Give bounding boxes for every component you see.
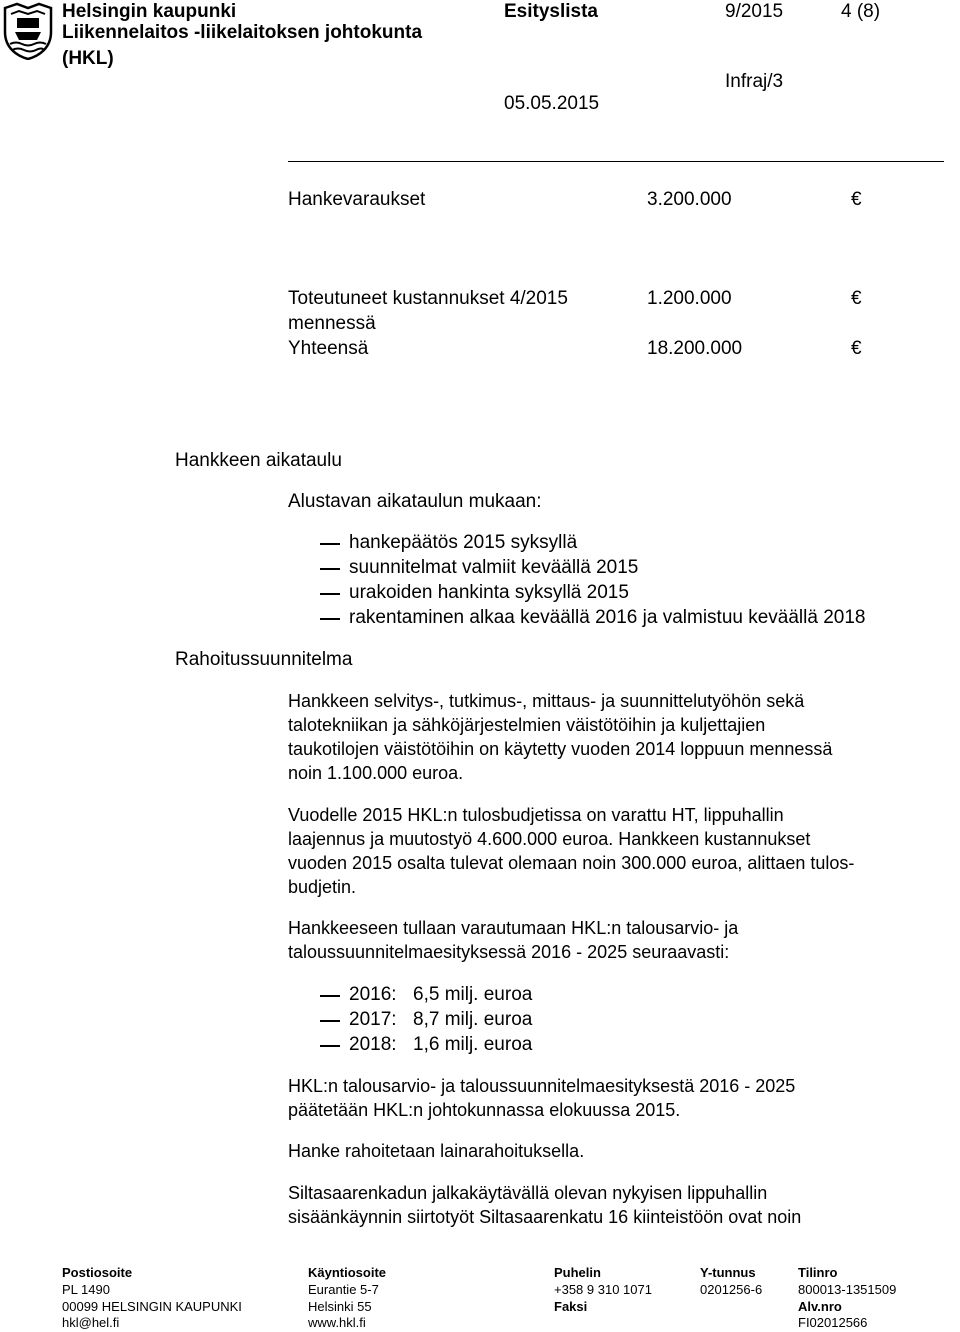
dash-bullet-icon <box>320 995 340 997</box>
financing-paragraph-line: Hankkeen selvitys-, tutkimus-, mittaus- ja suunnittelutyöhön sekä <box>288 691 805 711</box>
doc-number: 9/2015 <box>725 1 784 22</box>
footer-label: Käyntiosoite <box>308 1265 387 1280</box>
financing-paragraph-line: Vuodelle 2015 HKL:n tulosbudjetissa on varattu HT, lippuhallin <box>288 805 784 825</box>
dash-bullet-icon <box>320 1020 340 1022</box>
dash-bullet-icon <box>320 593 340 595</box>
footer-value: 00099 HELSINGIN KAUPUNKI <box>62 1299 242 1314</box>
header-rule <box>288 161 944 162</box>
budget-year: 2017: <box>349 1009 397 1030</box>
financing-paragraph-line: Hankkeeseen tullaan varautumaan HKL:n talousarvio- ja <box>288 918 739 938</box>
footer-website[interactable]: www.hkl.fi <box>308 1315 366 1330</box>
schedule-item: suunnitelmat valmiit keväällä 2015 <box>349 557 639 578</box>
cost-label-total: Yhteensä <box>288 338 369 359</box>
footer-value: +358 9 310 1071 <box>554 1282 652 1297</box>
schedule-heading: Hankkeen aikataulu <box>175 450 342 471</box>
euro-icon: € <box>851 338 862 359</box>
footer-value: PL 1490 <box>62 1282 110 1297</box>
footer-value: Eurantie 5-7 <box>308 1282 379 1297</box>
agenda-ref: Infraj/3 <box>725 71 784 92</box>
financing-paragraph-line: Hanke rahoitetaan lainarahoituksella. <box>288 1141 585 1161</box>
schedule-item: rakentaminen alkaa keväällä 2016 ja valmistuu keväällä 2018 <box>349 607 866 628</box>
doc-type: Esityslista <box>504 1 598 22</box>
dash-bullet-icon <box>320 568 340 570</box>
cost-label-reserves: Hankevaraukset <box>288 189 426 210</box>
budget-amount: 6,5 milj. euroa <box>413 984 533 1005</box>
footer-label: Y-tunnus <box>700 1265 756 1280</box>
doc-date: 05.05.2015 <box>504 93 600 114</box>
footer-value: 800013-1351509 <box>798 1282 897 1297</box>
footer-value: FI02012566 <box>798 1315 868 1330</box>
footer-email[interactable]: hkl@hel.fi <box>62 1315 120 1330</box>
budget-year: 2018: <box>349 1034 397 1055</box>
budget-amount: 8,7 milj. euroa <box>413 1009 533 1030</box>
cost-value-reserves: 3.200.000 <box>647 189 732 210</box>
financing-heading: Rahoitussuunnitelma <box>175 649 353 670</box>
budget-year: 2016: <box>349 984 397 1005</box>
financing-paragraph-line: talotekniikan ja sähköjärjestelmien väistötöihin ja kuljettajien <box>288 715 766 735</box>
footer-label: Alv.nro <box>798 1299 842 1314</box>
financing-paragraph-line: budjetin. <box>288 877 357 897</box>
financing-paragraph-line: Siltasaarenkadun jalkakäytävällä olevan nykyisen lippuhallin <box>288 1183 768 1203</box>
dash-bullet-icon <box>320 618 340 620</box>
euro-icon: € <box>851 288 862 309</box>
cost-label-realized: Toteutuneet kustannukset 4/2015 <box>288 288 568 309</box>
financing-paragraph-line: päätetään HKL:n johtokunnassa elokuussa 2015. <box>288 1100 681 1120</box>
euro-icon: € <box>851 189 862 210</box>
footer-label: Tilinro <box>798 1265 838 1280</box>
dash-bullet-icon <box>320 1045 340 1047</box>
cost-value-realized: 1.200.000 <box>647 288 732 309</box>
dash-bullet-icon <box>320 543 340 545</box>
footer-value: Helsinki 55 <box>308 1299 372 1314</box>
schedule-item: hankepäätös 2015 syksyllä <box>349 532 578 553</box>
org-name: Helsingin kaupunki <box>62 1 237 22</box>
footer-value: 0201256-6 <box>700 1282 763 1297</box>
footer-label: Faksi <box>554 1299 588 1314</box>
page-number: 4 (8) <box>841 1 881 22</box>
org-unit: Liikennelaitos -liikelaitoksen johtokunta <box>62 22 423 43</box>
budget-amount: 1,6 milj. euroa <box>413 1034 533 1055</box>
footer-label: Postiosoite <box>62 1265 133 1280</box>
cost-value-total: 18.200.000 <box>647 338 743 359</box>
financing-paragraph-line: vuoden 2015 osalta tulevat olemaan noin 300.000 euroa, alittaen tulos- <box>288 853 855 873</box>
cost-label-realized-2: mennessä <box>288 313 376 334</box>
financing-paragraph-line: taukotilojen väistötöihin on käytetty vuoden 2014 loppuun mennessä <box>288 739 833 759</box>
financing-paragraph-line: taloussuunnitelmaesityksessä 2016 - 2025 seuraavasti: <box>288 942 730 962</box>
schedule-item: urakoiden hankinta syksyllä 2015 <box>349 582 629 603</box>
footer-label: Puhelin <box>554 1265 601 1280</box>
financing-paragraph-line: HKL:n talousarvio- ja taloussuunnitelmaesityksestä 2016 - 2025 <box>288 1076 796 1096</box>
schedule-intro: Alustavan aikataulun mukaan: <box>288 491 542 512</box>
financing-paragraph-line: noin 1.100.000 euroa. <box>288 763 464 783</box>
org-abbrev: (HKL) <box>62 48 114 69</box>
financing-paragraph-line: sisäänkäynnin siirtotyöt Siltasaarenkatu 16 kiinteistöön ovat noin <box>288 1207 802 1227</box>
helsinki-coat-of-arms-icon <box>3 2 53 60</box>
financing-paragraph-line: laajennus ja muutostyö 4.600.000 euroa. Hankkeen kustannukset <box>288 829 811 849</box>
